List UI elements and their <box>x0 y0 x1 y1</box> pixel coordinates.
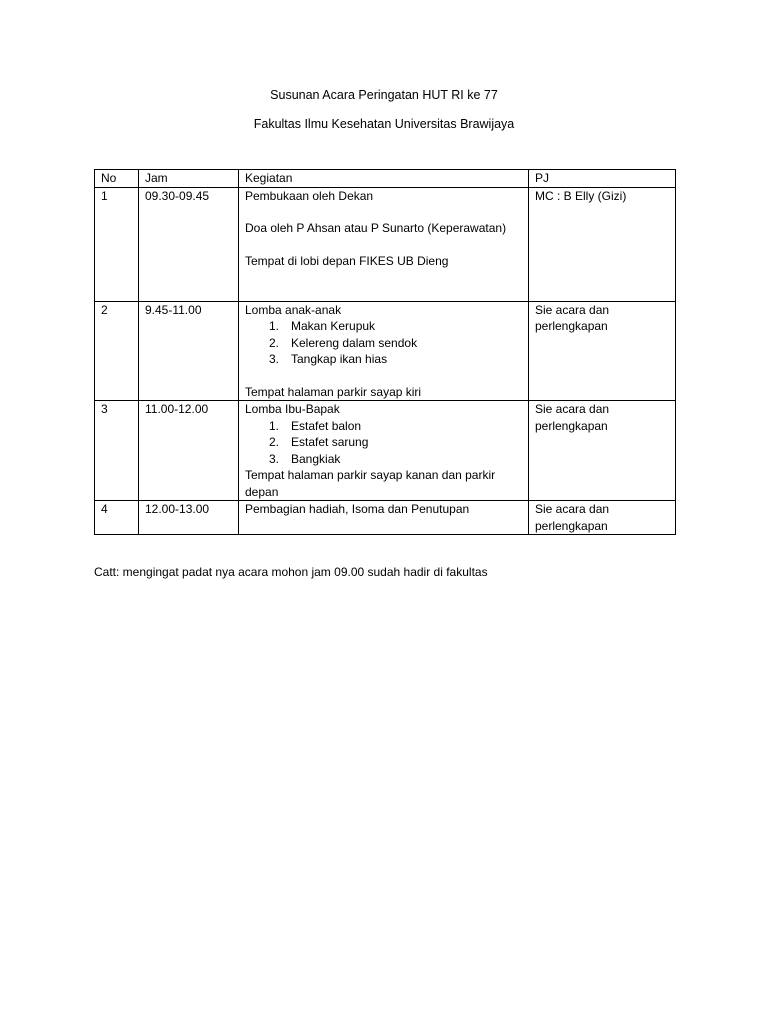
document-subtitle: Fakultas Ilmu Kesehatan Universitas Brawijaya <box>253 117 515 131</box>
activity-text: Pembagian hadiah, Isoma dan Penutupan <box>245 502 470 516</box>
table-row <box>95 501 676 535</box>
activity-list <box>245 418 522 468</box>
cell-kegiatan <box>239 401 529 501</box>
activity-location: Tempat di lobi depan FIKES UB Dieng <box>245 253 449 268</box>
activity-text: Doa oleh P Ahsan atau P Sunarto (Keperawatan) <box>245 221 507 235</box>
column-header-jam: Jam <box>139 170 239 188</box>
cell-jam: 9.45-11.00 <box>139 301 239 401</box>
list-item: 3. Tangkap ikan hias <box>269 352 388 366</box>
cell-no: 3 <box>95 401 139 501</box>
cell-no: 2 <box>95 301 139 401</box>
cell-kegiatan <box>239 301 529 401</box>
list-item: 3. Bangkiak <box>269 451 341 466</box>
cell-kegiatan <box>239 187 529 301</box>
cell-pj: Sie acara dan perlengkapan <box>529 301 676 401</box>
cell-jam: 12.00-13.00 <box>139 501 239 535</box>
cell-no: 1 <box>95 187 139 301</box>
activity-heading: Lomba Ibu-Bapak <box>245 402 340 416</box>
table-row <box>95 301 676 401</box>
column-header-no: No <box>95 170 139 188</box>
cell-pj: Sie acara dan perlengkapan <box>529 501 676 535</box>
cell-kegiatan <box>239 501 529 535</box>
cell-pj: Sie acara dan perlengkapan <box>529 401 676 501</box>
cell-jam: 09.30-09.45 <box>139 187 239 301</box>
list-item: 1. Makan Kerupuk <box>269 319 376 333</box>
activity-location: Tempat halaman parkir sayap kiri <box>245 384 422 399</box>
list-item: 1. Estafet balon <box>269 418 362 433</box>
footnote: Catt: mengingat padat nya acara mohon jam 09.00 sudah hadir di fakultas <box>94 565 488 579</box>
column-header-pj: PJ <box>529 170 676 188</box>
table-header-row <box>95 170 676 188</box>
activity-text: Pembukaan oleh Dekan <box>245 188 374 203</box>
activity-heading: Lomba anak-anak <box>245 302 342 317</box>
cell-jam: 11.00-12.00 <box>139 401 239 501</box>
cell-pj: MC : B Elly (Gizi) <box>529 187 676 301</box>
document-title: Susunan Acara Peringatan HUT RI ke 77 <box>270 88 498 102</box>
table-row <box>95 401 676 501</box>
table-row <box>95 187 676 301</box>
activity-location: Tempat halaman parkir sayap kanan dan parkir depan <box>245 468 496 499</box>
cell-no: 4 <box>95 501 139 535</box>
list-item: 2. Kelereng dalam sendok <box>269 335 418 350</box>
list-item: 2. Estafet sarung <box>269 435 369 449</box>
activity-list <box>245 318 522 368</box>
schedule-table <box>94 169 676 535</box>
column-header-kegiatan: Kegiatan <box>239 170 529 188</box>
